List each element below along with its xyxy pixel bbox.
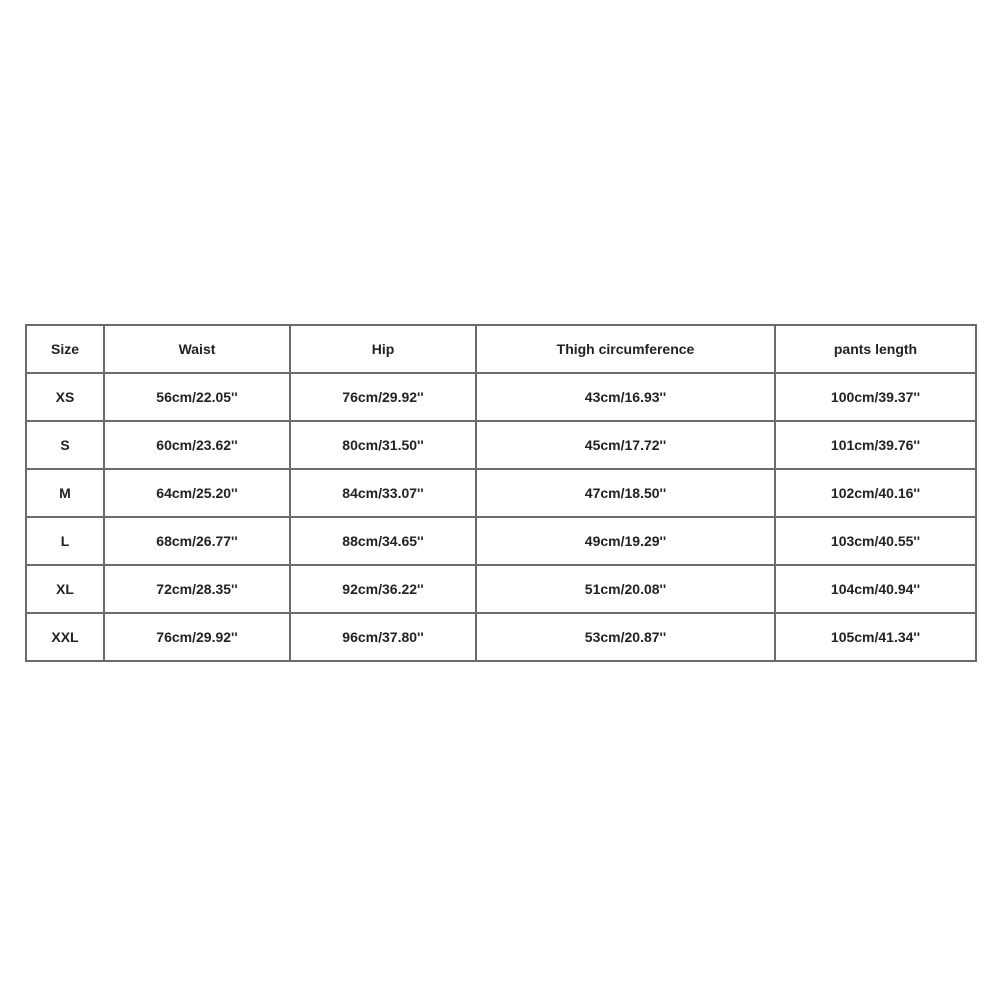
thigh-cell: 53cm/20.87'' xyxy=(476,613,775,661)
table-row xyxy=(26,613,976,661)
waist-cell: 56cm/22.05'' xyxy=(104,373,290,421)
table-row xyxy=(26,565,976,613)
size-cell: M xyxy=(26,469,104,517)
table-row xyxy=(26,421,976,469)
hip-cell: 92cm/36.22'' xyxy=(290,565,476,613)
thigh-cell: 49cm/19.29'' xyxy=(476,517,775,565)
thigh-cell: 45cm/17.72'' xyxy=(476,421,775,469)
hip-cell: 76cm/29.92'' xyxy=(290,373,476,421)
header-row xyxy=(26,325,976,373)
size-cell: S xyxy=(26,421,104,469)
length-cell: 105cm/41.34'' xyxy=(775,613,976,661)
header-hip: Hip xyxy=(290,325,476,373)
header-size: Size xyxy=(26,325,104,373)
hip-cell: 96cm/37.80'' xyxy=(290,613,476,661)
length-cell: 102cm/40.16'' xyxy=(775,469,976,517)
table-row xyxy=(26,517,976,565)
size-cell: XS xyxy=(26,373,104,421)
hip-cell: 84cm/33.07'' xyxy=(290,469,476,517)
waist-cell: 68cm/26.77'' xyxy=(104,517,290,565)
waist-cell: 60cm/23.62'' xyxy=(104,421,290,469)
length-cell: 100cm/39.37'' xyxy=(775,373,976,421)
thigh-cell: 51cm/20.08'' xyxy=(476,565,775,613)
hip-cell: 88cm/34.65'' xyxy=(290,517,476,565)
length-cell: 103cm/40.55'' xyxy=(775,517,976,565)
thigh-cell: 43cm/16.93'' xyxy=(476,373,775,421)
waist-cell: 64cm/25.20'' xyxy=(104,469,290,517)
header-pants-length: pants length xyxy=(775,325,976,373)
size-chart-table xyxy=(25,324,977,662)
size-cell: XL xyxy=(26,565,104,613)
hip-cell: 80cm/31.50'' xyxy=(290,421,476,469)
thigh-cell: 47cm/18.50'' xyxy=(476,469,775,517)
size-cell: XXL xyxy=(26,613,104,661)
length-cell: 101cm/39.76'' xyxy=(775,421,976,469)
header-waist: Waist xyxy=(104,325,290,373)
waist-cell: 72cm/28.35'' xyxy=(104,565,290,613)
header-thigh-circumference: Thigh circumference xyxy=(476,325,775,373)
size-cell: L xyxy=(26,517,104,565)
table-row xyxy=(26,373,976,421)
length-cell: 104cm/40.94'' xyxy=(775,565,976,613)
table-row xyxy=(26,469,976,517)
waist-cell: 76cm/29.92'' xyxy=(104,613,290,661)
